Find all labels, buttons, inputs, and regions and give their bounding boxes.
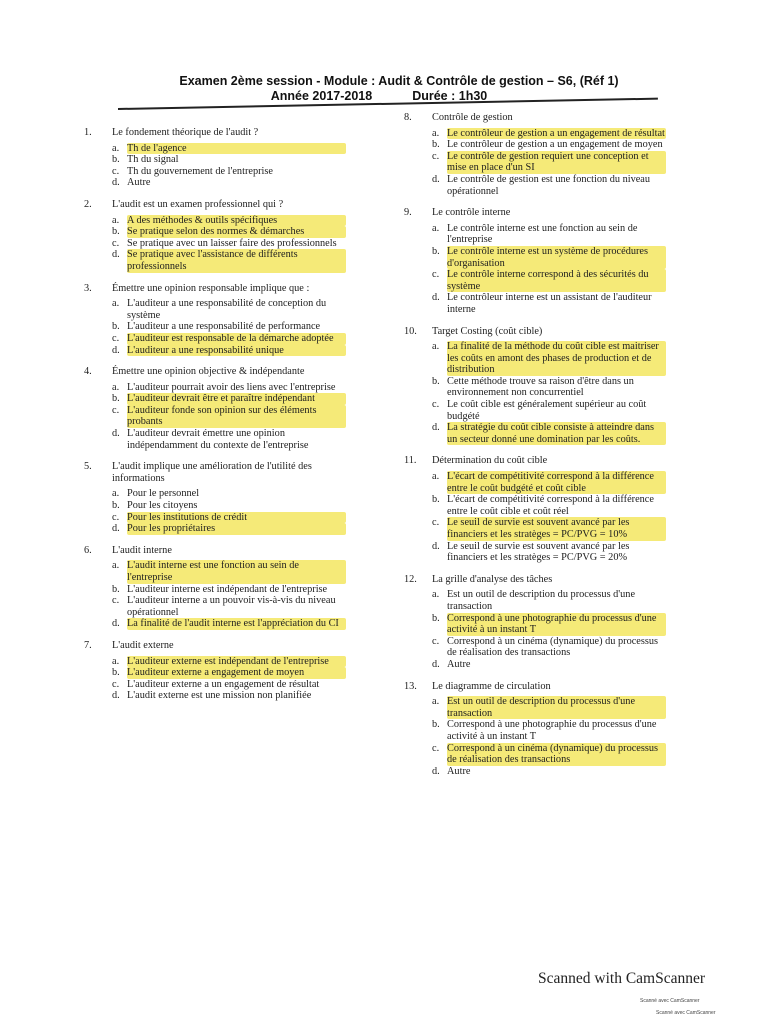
question-heading [404,574,666,586]
question-10 [404,326,666,446]
question-number: 2. [84,198,92,210]
question-number: 9. [404,207,412,219]
highlighted-option-text: Le contrôle de gestion requiert une conception et mise en place d'un SI [447,151,666,174]
question-2 [84,199,346,273]
option-letter: c. [432,742,440,754]
question-heading [84,199,346,211]
question-heading [84,461,346,484]
answer-option [112,238,346,250]
question-6 [84,545,346,630]
option-letter: b. [112,226,120,238]
answer-option [112,584,346,596]
answer-option [112,500,346,512]
answer-option [112,154,346,166]
option-letter: b. [112,583,120,595]
highlighted-option-text: Correspond à un cinéma (dynamique) du processus de réalisation des transactions [447,743,666,766]
answer-option [432,659,666,671]
exam-title: Examen 2ème session - Module : Audit & Contrôle de gestion – S6, (Réf 1) [179,74,619,88]
option-letter: b. [112,321,120,333]
option-text: L'auditeur pourrait avoir des liens avec l'entreprise [127,381,336,393]
option-text: L'auditeur a une responsabilité de performance [127,321,321,333]
highlighted-option-text: L'auditeur externe a engagement de moyen [127,667,346,679]
option-letter: d. [432,765,440,777]
answer-option [432,292,666,315]
camscanner-small-2: Scanné avec CamScanner [656,1010,716,1016]
right-column [404,112,666,787]
highlighted-option-text: Le contrôle interne correspond à des sécurités du système [447,269,666,292]
answer-option [432,743,666,766]
option-letter: a. [112,560,120,572]
question-number: 11. [404,455,417,467]
question-5 [84,461,346,535]
option-letter: d. [432,422,440,434]
option-letter: a. [112,655,120,667]
answer-option [432,139,666,151]
option-letter: a. [112,488,120,500]
option-text: Pour le personnel [127,488,200,500]
highlighted-option-text: L'auditeur a une responsabilité unique [127,345,346,357]
question-text: La grille d'analyse des tâches [432,573,553,585]
highlighted-option-text: L'auditeur devrait être et paraître indépendant [127,393,346,405]
answer-option [112,382,346,394]
highlighted-option-text: L'auditeur est responsable de la démarche adoptée [127,333,346,345]
question-text: L'audit est un examen professionnel qui ? [112,198,284,210]
option-text: L'auditeur externe a un engagement de résultat [127,678,320,690]
answer-option [112,333,346,345]
answer-option [432,399,666,422]
option-letter: a. [112,214,120,226]
option-text: L'auditeur devrait émettre une opinion indépendamment du contexte de l'entreprise [127,428,309,451]
option-letter: c. [432,635,440,647]
answer-option [112,523,346,535]
option-text: L'écart de compétitivité correspond à la différence entre le coût cible et coût réel [447,494,654,517]
option-letter: b. [432,719,440,731]
option-text: Autre [127,177,151,189]
answer-option [112,690,346,702]
option-letter: d. [112,249,120,261]
option-letter: c. [432,150,440,162]
answer-option [112,512,346,524]
option-text: Cette méthode trouve sa raison d'être dans un environnement non concurrentiel [447,375,634,399]
option-letter: c. [432,399,440,411]
option-text: Le contrôle interne est une fonction au sein de l'entreprise [447,222,638,246]
option-text: Th du signal [127,154,179,166]
answer-option [432,766,666,778]
question-text: Le fondement théorique de l'audit ? [112,127,259,138]
option-letter: c. [112,332,120,344]
answer-option [432,128,666,140]
answer-option [432,246,666,269]
answer-option [112,321,346,333]
highlighted-option-text: A des méthodes & outils spécifiques [127,215,346,227]
question-text: L'audit interne [112,544,172,556]
answer-option [112,215,346,227]
option-letter: d. [112,428,120,440]
option-letter: c. [112,237,120,249]
question-heading [404,207,666,219]
option-text: Le seuil de survie est souvent avancé par les financiers et les stratèges = PC/PVG = 20% [447,540,630,564]
answer-option [112,393,346,405]
highlighted-option-text: L'auditeur externe est indépendant de l'entreprise [127,656,346,668]
question-text: Émettre une opinion objective & indépendante [112,366,305,378]
answer-option [432,494,666,517]
answer-option [112,656,346,668]
option-letter: b. [112,500,120,512]
option-text: Correspond à une photographie du processus d'une activité à un instant T [447,719,657,742]
answer-option [432,269,666,292]
answer-option [112,488,346,500]
answer-option [112,667,346,679]
option-text: Le coût cible est généralement supérieur au coût budgété [447,399,647,422]
option-letter: a. [432,696,440,708]
question-heading [404,112,666,124]
highlighted-option-text: Pour les propriétaires [127,523,346,535]
highlighted-option-text: Th de l'agence [127,143,346,155]
question-heading [84,283,346,295]
option-letter: b. [432,612,440,624]
answer-option [112,618,346,630]
question-3 [84,283,346,357]
question-text: Target Costing (coût cible) [432,325,543,337]
question-number: 4. [84,366,92,378]
camscanner-watermark: Scanned with CamScanner [538,970,706,987]
highlighted-option-text: Se pratique avec l'assistance de différents professionnels [127,249,346,272]
question-text: Le contrôle interne [432,207,511,219]
question-text: L'audit externe [112,639,174,651]
option-letter: c. [112,165,120,177]
option-letter: d. [432,658,440,670]
question-text: L'audit implique une amélioration de l'utilité des informations [112,461,312,484]
question-13 [404,681,666,778]
option-text: Autre [447,658,471,670]
question-11 [404,455,666,563]
highlighted-option-text: L'écart de compétitivité correspond à la différence entre le coût budgété et coût cible [447,471,666,494]
question-text: Contrôle de gestion [432,112,513,123]
question-text: Émettre une opinion responsable implique que : [112,282,310,294]
option-text: Se pratique avec un laisser faire des professionnels [127,237,337,249]
option-letter: c. [112,678,120,690]
option-text: Le contrôleur interne est un assistant de l'auditeur interne [447,292,652,315]
highlighted-option-text: L'auditeur fonde son opinion sur des éléments probants [127,405,346,428]
answer-option [432,223,666,246]
option-letter: c. [432,517,440,529]
option-letter: d. [112,523,120,535]
answer-option [112,679,346,691]
option-letter: a. [432,222,440,234]
option-letter: d. [112,618,120,630]
question-heading [404,326,666,338]
answer-option [432,376,666,399]
option-letter: c. [112,511,120,523]
question-4 [84,366,346,451]
highlighted-option-text: La finalité de l'audit interne est l'appréciation du CI [127,618,346,630]
option-text: L'auditeur a une responsabilité de conception du système [127,298,327,321]
highlighted-option-text: Le contrôleur de gestion a un engagement de résultat [447,127,665,139]
answer-option [432,471,666,494]
question-9 [404,207,666,315]
option-letter: c. [432,269,440,281]
option-text: L'auditeur interne a un pouvoir vis-à-vis du niveau opérationnel [127,595,336,618]
answer-option [112,249,346,272]
question-number: 3. [84,282,92,294]
option-text: L'auditeur interne est indépendant de l'entreprise [127,583,328,595]
option-text: Le contrôle de gestion est une fonction du niveau opérationnel [447,173,651,197]
highlighted-option-text: Correspond à une photographie du processus d'une activité à un instant T [447,613,666,636]
exam-duration: Durée : 1h30 [412,89,488,103]
option-text: L'audit externe est une mission non planifiée [127,690,312,702]
question-8 [404,112,666,197]
answer-option [432,341,666,376]
highlighted-option-text: La finalité de la méthode du coût cible est maitriser les coûts en amont des phases de production et de distribution [447,341,666,376]
answer-option [112,166,346,178]
highlighted-option-text: La stratégie du coût cible consiste à atteindre dans un secteur donné une domination par les coûts. [447,422,666,445]
highlighted-option-text: Pour les institutions de crédit [127,512,346,524]
highlighted-option-text: Se pratique selon des normes & démarches [127,226,346,238]
question-number: 10. [404,325,417,337]
answer-option [112,560,346,583]
answer-option [432,719,666,742]
answer-option [112,405,346,428]
answer-option [432,696,666,719]
answer-option [112,595,346,618]
option-text: Th du gouvernement de l'entreprise [127,165,273,177]
option-letter: d. [432,292,440,304]
option-letter: b. [432,494,440,506]
answer-option [112,177,346,189]
answer-option [432,636,666,659]
answer-option [112,143,346,155]
option-letter: b. [432,245,440,257]
question-number: 7. [84,639,92,651]
answer-option [432,422,666,445]
option-letter: d. [112,690,120,702]
answer-option [432,541,666,564]
answer-option [432,151,666,174]
option-letter: c. [112,595,120,607]
question-heading [84,366,346,378]
left-column [84,127,346,712]
question-number: 6. [84,544,92,556]
question-number: 8. [404,112,412,123]
question-heading [84,127,346,139]
question-text: Détermination du coût cible [432,455,548,467]
option-text: Le contrôleur de gestion a un engagement de moyen [447,139,663,151]
question-heading [404,681,666,693]
option-text: Pour les citoyens [127,500,198,512]
question-heading [404,455,666,467]
option-letter: b. [112,393,120,405]
answer-option [112,226,346,238]
answer-option [112,428,346,451]
option-letter: a. [112,381,120,393]
answer-option [432,517,666,540]
option-letter: b. [432,139,440,151]
answer-option [432,613,666,636]
question-number: 12. [404,573,417,585]
highlighted-option-text: L'audit interne est une fonction au sein de l'entreprise [127,560,346,583]
option-letter: a. [432,341,440,353]
exam-year: Année 2017-2018 [270,89,373,103]
question-number: 5. [84,461,92,473]
option-text: Est un outil de description du processus d'une transaction [447,589,636,612]
answer-option [112,345,346,357]
option-letter: a. [112,298,120,310]
question-text: Le diagramme de circulation [432,680,551,692]
question-number: 1. [84,127,92,138]
answer-option [432,589,666,612]
option-text: Autre [447,765,471,777]
option-letter: d. [432,173,440,185]
highlighted-option-text: Le seuil de survie est souvent avancé par les financiers et les stratèges = PC/PVG = 10% [447,517,666,540]
option-letter: d. [112,344,120,356]
option-letter: a. [112,142,120,154]
option-letter: a. [432,589,440,601]
question-heading [84,640,346,652]
exam-meta [0,89,768,103]
highlighted-option-text: Le contrôle interne est un système de procédures d'organisation [447,246,666,269]
camscanner-small-1: Scanné avec CamScanner [640,998,700,1004]
question-1 [84,127,346,189]
option-letter: b. [112,667,120,679]
highlighted-option-text: Est un outil de description du processus d'une transaction [447,696,666,719]
option-letter: b. [112,154,120,166]
question-number: 13. [404,680,417,692]
question-7 [84,640,346,702]
option-letter: c. [112,404,120,416]
option-letter: d. [432,540,440,552]
option-letter: d. [112,177,120,189]
question-heading [84,545,346,557]
answer-option [112,298,346,321]
option-letter: b. [432,375,440,387]
option-text: Correspond à un cinéma (dynamique) du processus de réalisation des transactions [447,635,659,659]
question-12 [404,574,666,671]
answer-option [432,174,666,197]
option-letter: a. [432,471,440,483]
option-letter: a. [432,127,440,139]
